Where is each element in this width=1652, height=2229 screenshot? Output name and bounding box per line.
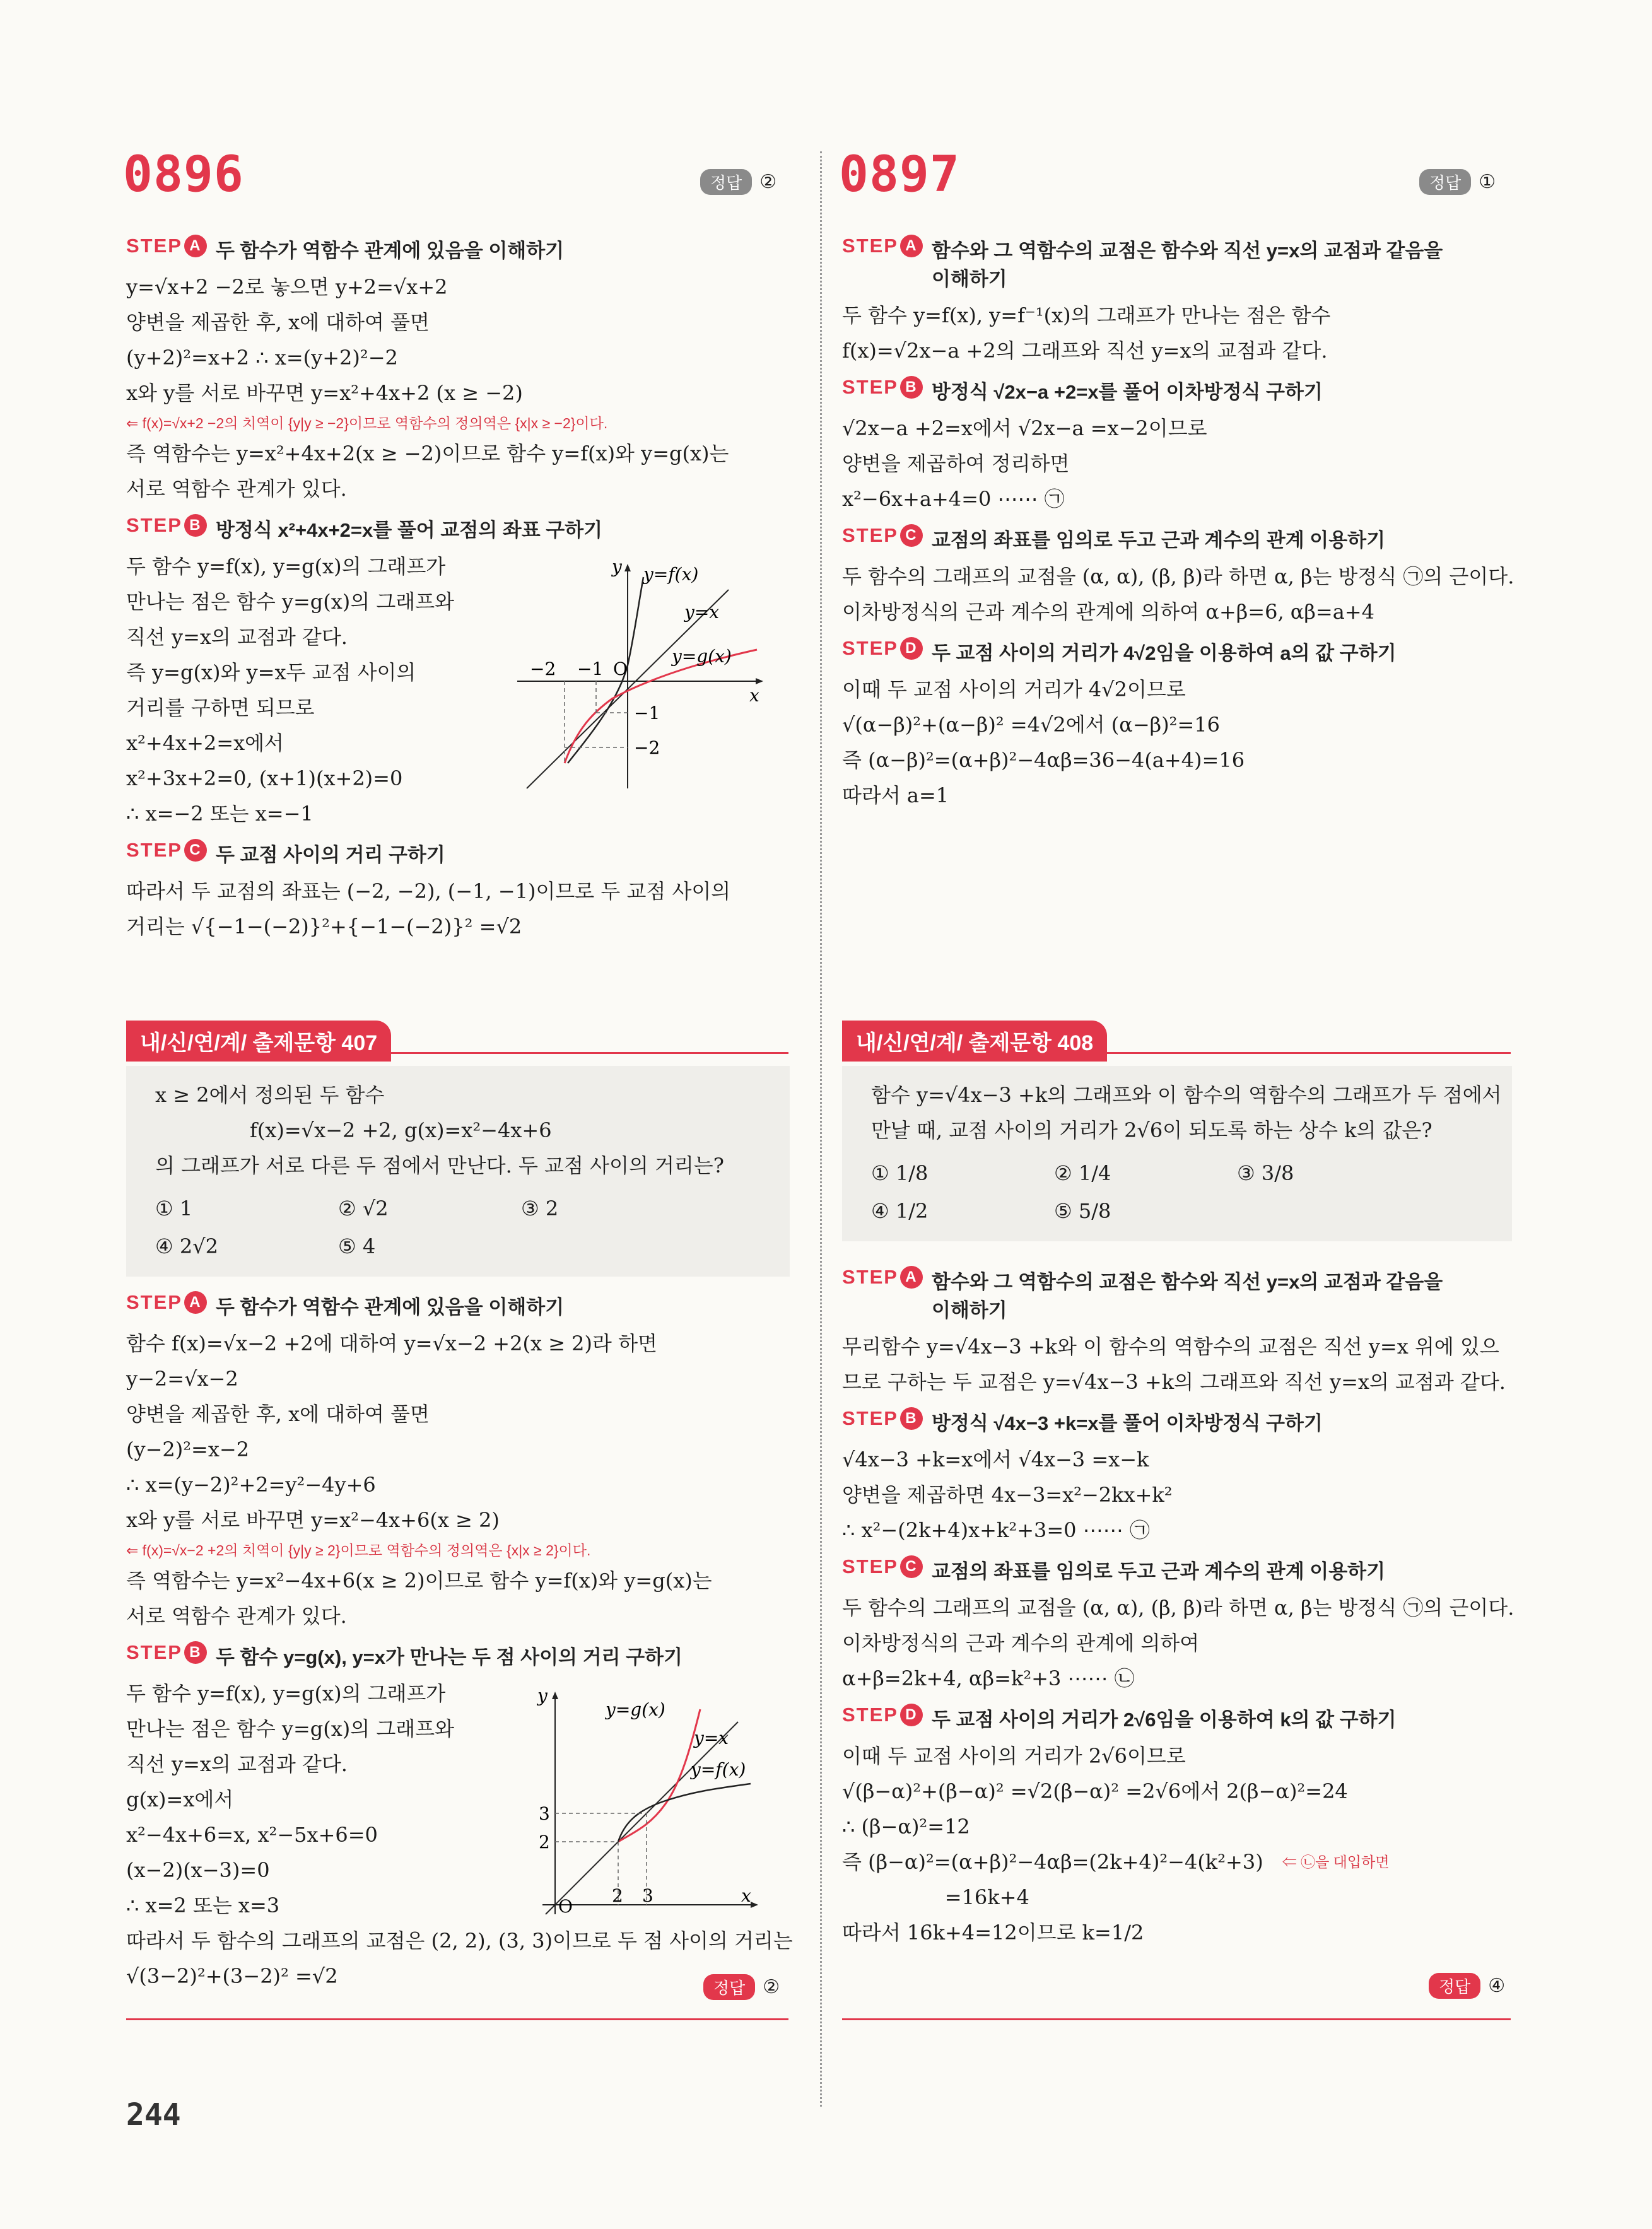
text-line: 이차방정식의 근과 계수의 관계에 의하여 [842,1631,1200,1655]
step-tag: STEP C [842,524,923,547]
step-heading [842,1407,1517,1436]
text-line: 따라서 두 교점의 좌표는 (−2, −2), (−1, −1)이므로 두 교점 사이의 [126,879,731,903]
y-axis-label: y [537,1685,548,1706]
curve-g [618,1709,700,1842]
problem-text: x ≥ 2에서 정의된 두 함수 [155,1083,385,1107]
text-line: (y+2)²=x+2 ∴ x=(y+2)²−2 [126,346,398,370]
step-heading [126,1291,807,1319]
text-line: 함수 f(x)=√x−2 +2에 대하여 y=√x−2 +2(x ≥ 2)라 하면 [126,1331,657,1355]
text-line: 양변을 제곱한 후, x에 대하여 풀면 [126,310,430,334]
x-axis-arrow [756,678,763,684]
y-tick-minus-1: −1 [634,703,660,723]
text-line: 따라서 두 함수의 그래프의 교점은 (2, 2), (3, 3)이므로 두 점 사이의 거리는 [126,1929,793,1953]
problem-text: f(x)=√x−2 +2, g(x)=x²−4x+6 [250,1118,552,1142]
text-line: 두 함수 y=f(x), y=f⁻¹(x)의 그래프가 만나는 점은 함수 [842,303,1331,327]
text-line: x와 y를 서로 바꾸면 y=x²−4x+6(x ≥ 2) [126,1508,500,1532]
choices [143,1190,773,1265]
step-title: 방정식 √4x−3 +k=x를 풀어 이차방정식 구하기 [931,1412,1323,1434]
step-heading [842,376,1517,404]
line-label: y=x [684,602,720,623]
text-line: √(α−β)²+(α−β)² =4√2에서 (α−β)²=16 [842,713,1220,737]
step-title: 두 교점 사이의 거리가 4√2임을 이용하여 a의 값 구하기 [931,642,1397,664]
choice: ② √2 [338,1196,389,1220]
x-axis-label: x [749,685,759,706]
text-line: 즉 y=g(x)와 y=x두 교점 사이의 [126,660,416,684]
text-line: 직선 y=x의 교점과 같다. [126,1752,348,1776]
text-line: 양변을 제곱하여 정리하면 [842,452,1070,476]
x-axis-arrow [751,1902,758,1908]
text-line: y−2=√x−2 [126,1367,238,1391]
y-tick-2: 2 [539,1832,550,1852]
step-title: 두 교점 사이의 거리 구하기 [215,844,445,866]
step-title: 함수와 그 역함수의 교점은 함수와 직선 y=x의 교점과 같음을 이해하기 [931,240,1443,290]
related-problem-header [842,1021,1511,1062]
step-heading [842,235,1517,291]
text-line: ∴ x=2 또는 x=3 [126,1893,280,1917]
text-line: ∴ x=−2 또는 x=−1 [126,802,313,826]
text-line: 직선 y=x의 교점과 같다. [126,625,348,649]
y-axis-arrow [552,1692,558,1699]
x-axis-label: x [741,1885,751,1906]
problem-text: 만날 때, 교점 사이의 거리가 2√6이 되도록 하는 상수 k의 값은? [871,1118,1432,1142]
header-rule [391,1052,788,1054]
step-title: 방정식 x²+4x+2=x를 풀어 교점의 좌표 구하기 [215,519,603,541]
step-tag: STEP A [126,1291,207,1314]
origin-label: O [613,658,628,679]
problem-text: 함수 y=√4x−3 +k의 그래프와 이 함수의 역함수의 그래프가 두 점에서 [871,1083,1502,1107]
step-title: 두 교점 사이의 거리가 2√6임을 이용하여 k의 값 구하기 [931,1709,1397,1731]
step-heading [842,1704,1517,1732]
choice: ① 1/8 [871,1161,929,1185]
choice: ④ 1/2 [871,1199,929,1223]
text-line: (y−2)²=x−2 [126,1437,250,1461]
final-answer-value: ④ [1488,1975,1506,1996]
answer-value: ① [1479,172,1496,192]
solution-408 [842,1258,1517,1950]
header-rule [1107,1052,1511,1054]
section-rule [126,2018,788,2020]
text-line: 서로 역함수 관계가 있다. [126,1604,347,1628]
text-line: 두 함수 y=f(x), y=g(x)의 그래프가 [126,1682,446,1705]
graph-inverse-functions-1 [517,555,770,795]
page-number: 244 [126,2097,181,2132]
text-line: y=√x+2 −2로 놓으면 y+2=√x+2 [126,275,448,299]
text-line: 두 함수 y=f(x), y=g(x)의 그래프가 [126,554,446,578]
text-line: √(β−α)²+(β−α)² =√2(β−α)² =2√6에서 2(β−α)²=24 [842,1779,1348,1803]
text-line: 두 함수의 그래프의 교점을 (α, α), (β, β)라 하면 α, β는 방정식 ㉠의 근이다. [842,1596,1514,1620]
curve-f [618,1784,751,1842]
text-line: 이때 두 교점 사이의 거리가 4√2이므로 [842,677,1186,701]
text-line: 두 함수의 그래프의 교점을 (α, α), (β, β)라 하면 α, β는 방정식 ㉠의 근이다. [842,565,1514,588]
text-line: 따라서 16k+4=12이므로 k=1/2 [842,1921,1144,1945]
answer-label: 정답 [700,169,752,195]
answer-indicator [1419,169,1496,195]
answer-label: 정답 [1419,169,1471,195]
g-label: y=g(x) [672,646,732,667]
step-tag: STEP B [126,1641,207,1664]
choices [858,1154,1496,1230]
step-title: 두 함수 y=g(x), y=x가 만나는 두 점 사이의 거리 구하기 [215,1646,682,1668]
x-tick-minus-1: −1 [577,658,604,679]
problem-number: 0896 [123,146,244,203]
choice: ① 1 [155,1196,193,1220]
final-answer-label: 정답 [1429,1973,1480,1999]
choice: ③ 3/8 [1237,1161,1294,1185]
text-line: ∴ x=(y−2)²+2=y²−4y+6 [126,1473,376,1497]
step-tag: STEP D [842,637,923,660]
text-line: 이차방정식의 근과 계수의 관계에 의하여 α+β=6, αβ=a+4 [842,600,1374,624]
step-heading [126,1641,807,1670]
text-line: √2x−a +2=x에서 √2x−a =x−2이므로 [842,416,1207,440]
text-line: 만나는 점은 함수 y=g(x)의 그래프와 [126,1717,455,1741]
text-line: x²+3x+2=0, (x+1)(x+2)=0 [126,766,403,790]
text-line: f(x)=√2x−a +2의 그래프와 직선 y=x의 교점과 같다. [842,339,1328,363]
step-heading [842,524,1517,553]
text-line: √4x−3 +k=x에서 √4x−3 =x−k [842,1448,1149,1471]
text-line: x와 y를 서로 바꾸면 y=x²+4x+2 (x ≥ −2) [126,381,523,405]
text-line: x²−6x+a+4=0 ⋯⋯ ㉠ [842,487,1065,511]
text-line: 거리는 √{−1−(−2)}²+{−1−(−2)}² =√2 [126,915,522,939]
text-line: 만나는 점은 함수 y=g(x)의 그래프와 [126,590,455,614]
answer-value: ② [759,172,777,192]
related-problem-badge: 내/신/연/계/ 출제문항 408 [842,1021,1107,1062]
related-problem-header [126,1021,788,1062]
step-tag: STEP B [842,376,923,399]
step-title: 교점의 좌표를 임의로 두고 근과 계수의 관계 이용하기 [931,529,1386,551]
x-tick-2: 2 [612,1885,623,1906]
step-tag: STEP C [842,1555,923,1578]
origin-label: O [558,1896,573,1917]
f-label: y=f(x) [643,564,699,585]
related-problem-badge: 내/신/연/계/ 출제문항 407 [126,1021,391,1062]
side-note: ⇐ ㉡을 대입하면 [1282,1854,1390,1870]
text-line: 거리를 구하면 되므로 [126,696,315,720]
x-tick-3: 3 [642,1885,653,1906]
final-answer-label: 정답 [703,1974,755,2000]
step-tag: STEP B [126,514,207,537]
step-title: 교점의 좌표를 임의로 두고 근과 계수의 관계 이용하기 [931,1560,1386,1583]
step-tag: STEP A [842,1266,923,1289]
text-line: 이때 두 교점 사이의 거리가 2√6이므로 [842,1744,1186,1768]
text-line: (x−2)(x−3)=0 [126,1858,270,1882]
text-line: 따라서 a=1 [842,783,949,807]
choice: ④ 2√2 [155,1234,218,1258]
text-line: x²+4x+2=x에서 [126,731,284,755]
text-line: 즉 역함수는 y=x²+4x+2(x ≥ −2)이므로 함수 y=f(x)와 y=g(x)는 [126,442,729,465]
y-tick-minus-2: −2 [634,737,660,758]
text-line: x²−4x+6=x, x²−5x+6=0 [126,1823,378,1847]
step-tag: STEP D [842,1704,923,1726]
g-label: y=g(x) [606,1699,665,1720]
step-title: 함수와 그 역함수의 교점은 함수와 직선 y=x의 교점과 같음을 이해하기 [931,1271,1443,1321]
answer-indicator [700,169,776,195]
step-tag: STEP A [126,235,207,257]
text-line: 즉 역함수는 y=x²−4x+6(x ≥ 2)이므로 함수 y=f(x)와 y=g(x)는 [126,1569,712,1593]
text-line: ∴ x²−(2k+4)x+k²+3=0 ⋯⋯ ㉠ [842,1518,1150,1542]
problem-text: 의 그래프가 서로 다른 두 점에서 만난다. 두 교점 사이의 거리는? [155,1154,724,1178]
text-line: 양변을 제곱한 후, x에 대하여 풀면 [126,1402,430,1426]
final-answer [1429,1973,1505,1999]
y-axis-arrow [624,564,631,571]
step-tag: STEP C [126,839,207,862]
step-title: 방정식 √2x−a +2=x를 풀어 이차방정식 구하기 [931,381,1323,403]
step-tag: STEP B [842,1407,923,1430]
step-heading [126,514,807,542]
related-problem-box [842,1066,1512,1241]
choice: ⑤ 5/8 [1054,1199,1111,1223]
choice: ⑤ 4 [338,1234,376,1258]
text-line: ∴ (β−α)²=12 [842,1815,970,1839]
f-label: y=f(x) [691,1759,746,1780]
final-answer [703,1974,780,2000]
x-tick-minus-2: −2 [530,658,556,679]
step-heading [842,1555,1517,1584]
text-line: 므로 구하는 두 교점은 y=√4x−3 +k의 그래프와 직선 y=x의 교점과 같다. [842,1370,1506,1394]
text-line: =16k+4 [842,1885,1029,1909]
text-line: 무리함수 y=√4x−3 +k와 이 함수의 역함수의 교점은 직선 y=x 위에 있으 [842,1335,1499,1359]
text-line: 즉 (β−α)²=(α+β)²−4αβ=(2k+4)²−4(k²+3) ⇐ ㉡을 대입하면 [842,1850,1390,1874]
y-axis-label: y [612,556,622,577]
text-line: 양변을 제곱하면 4x−3=x²−2kx+k² [842,1483,1173,1507]
y-tick-3: 3 [539,1803,550,1824]
side-note: ⇐ f(x)=√x−2 +2의 치역이 {y|y ≥ 2}이므로 역함수의 정의역은 {x|x ≥ 2}이다. [126,1542,591,1559]
text-line: α+β=2k+4, αβ=k²+3 ⋯⋯ ㉡ [842,1666,1135,1690]
text-line: 즉 (α−β)²=(α+β)²−4αβ=36−4(a+4)=16 [842,748,1245,772]
solution-0897 [842,227,1517,813]
line-label: y=x [694,1728,729,1748]
text-line: 서로 역함수 관계가 있다. [126,477,347,501]
step-heading [842,1266,1517,1323]
text-line: √(3−2)²+(3−2)² =√2 [126,1964,338,1988]
final-answer-value: ② [763,1977,780,1998]
related-problem-box [126,1066,790,1277]
step-heading [126,839,807,867]
graph-inverse-functions-2 [530,1678,770,1917]
choice: ③ 2 [521,1196,559,1220]
side-note: ⇐ f(x)=√x+2 −2의 치역이 {y|y ≥ −2}이므로 역함수의 정의역은 {x|x ≥ −2}이다. [126,415,608,431]
section-rule [842,2018,1511,2020]
text-line: g(x)=x에서 [126,1787,234,1811]
step-tag: STEP A [842,235,923,257]
column-divider [820,151,822,2107]
step-heading [842,637,1517,665]
step-heading [126,235,807,263]
step-title: 두 함수가 역함수 관계에 있음을 이해하기 [215,1296,565,1318]
choice: ② 1/4 [1054,1161,1111,1185]
problem-number: 0897 [839,146,960,203]
step-title: 두 함수가 역함수 관계에 있음을 이해하기 [215,240,565,262]
